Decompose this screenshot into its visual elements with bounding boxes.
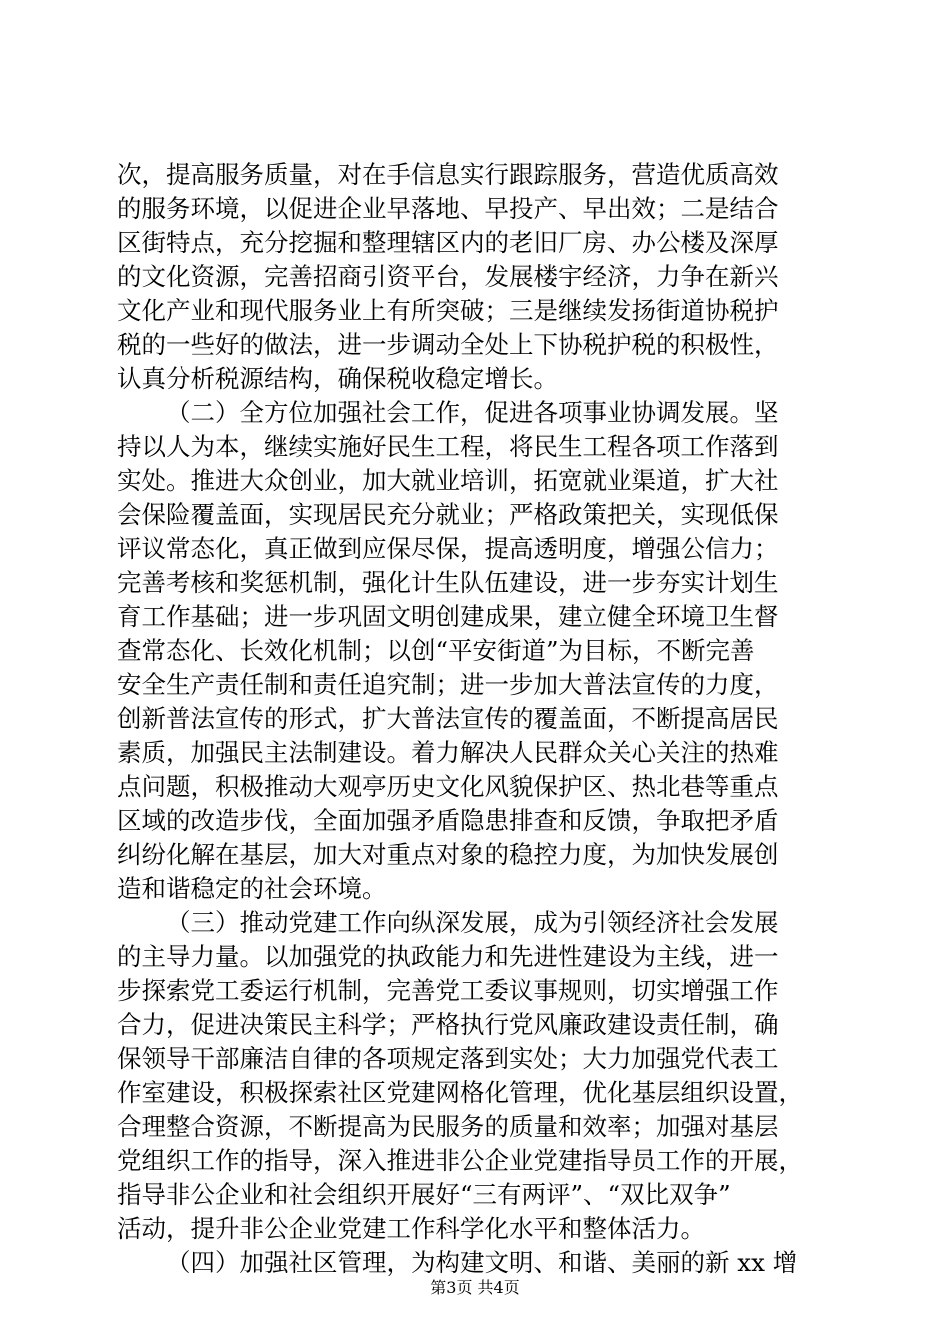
line-text: （三）推动党建工作向纵深发展，成为引领经济社会发展 (166, 908, 779, 937)
line-text: 文化产业和现代服务业上有所突破；三是继续发扬街道协税护 (117, 296, 779, 325)
text-line (0, 736, 950, 770)
text-line (0, 260, 950, 294)
line-text: 合理整合资源，不断提高为民服务的质量和效率；加强对基层 (117, 1112, 779, 1141)
text-line (0, 226, 950, 260)
text-line (0, 872, 950, 906)
paragraph-start-line (0, 396, 950, 430)
text-line (0, 974, 950, 1008)
line-text: 完善考核和奖惩机制，强化计生队伍建设，进一步夯实计划生 (117, 568, 779, 597)
line-text: 的服务环境，以促进企业早落地、早投产、早出效；二是结合 (117, 194, 779, 223)
line-text: 安全生产责任制和责任追究制；进一步加大普法宣传的力度， (117, 670, 779, 699)
page-number-footer: 第3页 共4页 (430, 1278, 520, 1297)
text-line (0, 328, 950, 362)
text-line (0, 600, 950, 634)
text-line (0, 532, 950, 566)
line-text: 纠纷化解在基层，加大对重点对象的稳控力度，为加快发展创 (117, 840, 779, 869)
line-text: （四）加强社区管理，为构建文明、和谐、美丽的新 xx 增 (166, 1248, 798, 1277)
text-line (0, 1008, 950, 1042)
line-text: （二）全方位加强社会工作，促进各项事业协调发展。坚 (166, 398, 779, 427)
text-line (0, 668, 950, 702)
text-line (0, 192, 950, 226)
line-text: 合力，促进决策民主科学；严格执行党风廉政建设责任制，确 (117, 1010, 779, 1039)
line-text: 创新普法宣传的形式，扩大普法宣传的覆盖面，不断提高居民 (117, 704, 779, 733)
text-line (0, 838, 950, 872)
paragraph-start-line (0, 1246, 950, 1280)
line-text: 点问题，积极推动大观亭历史文化风貌保护区、热北巷等重点 (117, 772, 779, 801)
line-text: 持以人为本，继续实施好民生工程，将民生工程各项工作落到 (117, 432, 779, 461)
line-text: 指导非公企业和社会组织开展好“三有两评”、“双比双争” (117, 1180, 731, 1209)
text-line (0, 464, 950, 498)
line-text: 会保险覆盖面，实现居民充分就业；严格政策把关，实现低保 (117, 500, 779, 529)
line-text: 作室建设，积极探索社区党建网格化管理，优化基层组织设置， (117, 1078, 803, 1107)
line-text: 次，提高服务质量，对在手信息实行跟踪服务，营造优质高效 (117, 160, 779, 189)
text-line (0, 1178, 950, 1212)
text-line (0, 1212, 950, 1246)
text-line (0, 634, 950, 668)
line-text: 保领导干部廉洁自律的各项规定落到实处；大力加强党代表工 (117, 1044, 779, 1073)
text-line (0, 1144, 950, 1178)
line-text: 步探索党工委运行机制，完善党工委议事规则，切实增强工作 (117, 976, 779, 1005)
line-text: 活动，提升非公企业党建工作科学化水平和整体活力。 (117, 1214, 705, 1243)
line-text: 区街特点，充分挖掘和整理辖区内的老旧厂房、办公楼及深厚 (117, 228, 779, 257)
line-text: 造和谐稳定的社会环境。 (117, 874, 387, 903)
text-line (0, 940, 950, 974)
line-text: 素质，加强民主法制建设。着力解决人民群众关心关注的热难 (117, 738, 779, 767)
text-line (0, 430, 950, 464)
text-line (0, 1042, 950, 1076)
text-line (0, 498, 950, 532)
line-text: 查常态化、长效化机制；以创“平安街道”为目标，不断完善 (117, 636, 755, 665)
text-line (0, 1110, 950, 1144)
line-text: 的主导力量。以加强党的执政能力和先进性建设为主线，进一 (117, 942, 779, 971)
text-line (0, 362, 950, 396)
text-line (0, 158, 950, 192)
text-line (0, 702, 950, 736)
line-text: 育工作基础；进一步巩固文明创建成果，建立健全环境卫生督 (117, 602, 779, 631)
line-text: 区域的改造步伐，全面加强矛盾隐患排查和反馈，争取把矛盾 (117, 806, 779, 835)
line-text: 税的一些好的做法，进一步调动全处上下协税护税的积极性， (117, 330, 779, 359)
paragraph-start-line (0, 906, 950, 940)
line-text: 认真分析税源结构，确保税收稳定增长。 (117, 364, 558, 393)
text-line (0, 566, 950, 600)
line-text: 的文化资源，完善招商引资平台，发展楼宇经济，力争在新兴 (117, 262, 779, 291)
text-line (0, 770, 950, 804)
text-line (0, 294, 950, 328)
line-text: 党组织工作的指导，深入推进非公企业党建指导员工作的开展， (117, 1146, 803, 1175)
line-text: 实处。推进大众创业，加大就业培训，拓宽就业渠道，扩大社 (117, 466, 779, 495)
text-line (0, 1076, 950, 1110)
line-text: 评议常态化，真正做到应保尽保，提高透明度，增强公信力； (117, 534, 779, 563)
text-line (0, 804, 950, 838)
